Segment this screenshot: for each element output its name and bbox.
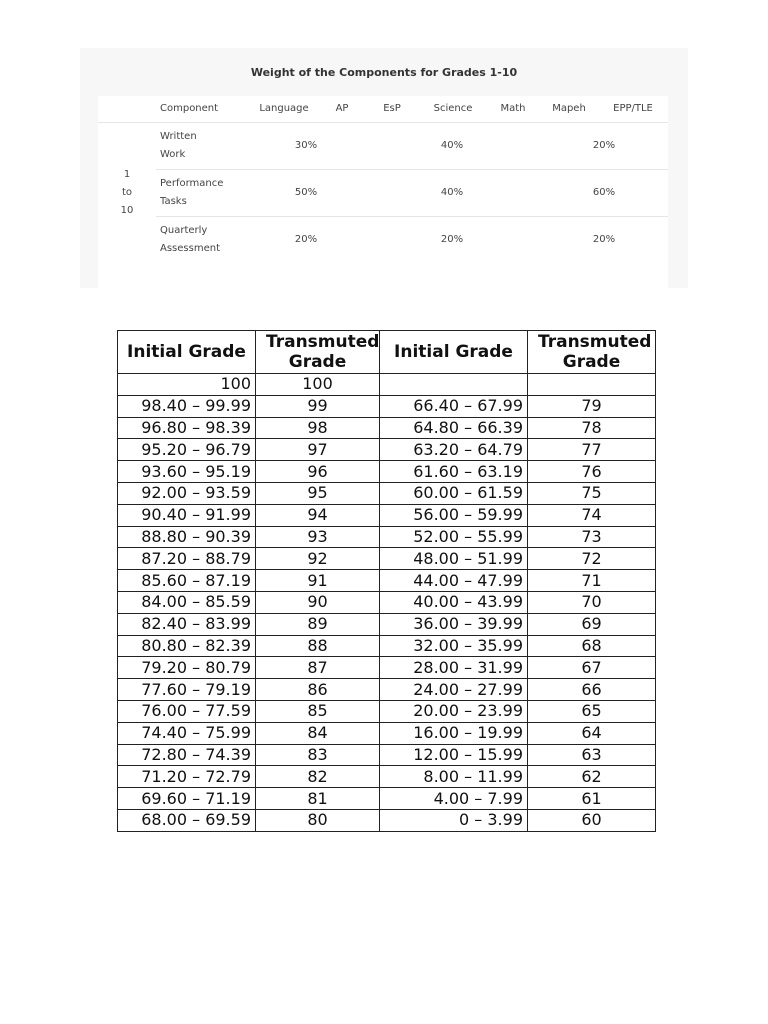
initial-grade-cell: 98.40 – 99.99 [118,395,256,417]
table-row [118,635,656,657]
transmuted-grade-cell: 84 [256,722,380,744]
table-row [118,461,656,483]
component-name-line: Assessment [160,243,220,254]
transmuted-grade-cell: 80 [256,809,380,831]
component-name [156,217,248,264]
weight-value: 40% [364,123,540,170]
table-row [118,744,656,766]
transmuted-grade-cell: 62 [528,766,656,788]
initial-grade-cell: 80.80 – 82.39 [118,635,256,657]
transmuted-grade-cell: 64 [528,722,656,744]
weights-header-science: Science [433,103,473,114]
initial-grade-cell: 63.20 – 64.79 [380,439,528,461]
transmuted-grade-cell: 70 [528,591,656,613]
weights-section [80,48,688,288]
weights-header-component: Component [160,103,219,114]
transmuted-grade-cell: 92 [256,548,380,570]
weights-title: Weight of the Components for Grades 1-10 [250,66,518,79]
initial-grade-cell: 4.00 – 7.99 [380,788,528,810]
initial-grade-cell: 68.00 – 69.59 [118,809,256,831]
initial-grade-cell: 61.60 – 63.19 [380,461,528,483]
grade-level-line: 1 [123,169,131,180]
transmuted-grade-cell: 99 [256,395,380,417]
initial-grade-cell: 76.00 – 77.59 [118,700,256,722]
transmuted-grade-cell: 74 [528,504,656,526]
transmuted-grade-cell: 61 [528,788,656,810]
initial-grade-cell: 74.40 – 75.99 [118,722,256,744]
initial-grade-cell: 44.00 – 47.99 [380,570,528,592]
component-name [156,170,248,217]
initial-grade-cell: 28.00 – 31.99 [380,657,528,679]
weight-value: 20% [540,217,668,264]
table-row [118,570,656,592]
transmuted-grade-cell: 90 [256,591,380,613]
initial-grade-cell: 93.60 – 95.19 [118,461,256,483]
weights-table [98,96,668,263]
transmuted-grade-cell: 95 [256,482,380,504]
initial-grade-cell: 87.20 – 88.79 [118,548,256,570]
transmuted-grade-cell: 72 [528,548,656,570]
initial-grade-cell: 20.00 – 23.99 [380,700,528,722]
initial-grade-cell: 96.80 – 98.39 [118,417,256,439]
initial-grade-cell: 60.00 – 61.59 [380,482,528,504]
initial-grade-cell: 90.40 – 91.99 [118,504,256,526]
table-row [118,482,656,504]
transmuted-grade-cell: 96 [256,461,380,483]
transmuted-grade-cell: 60 [528,809,656,831]
table-row [118,766,656,788]
weights-header-epp-tle: EPP/TLE [613,103,653,114]
table-row [118,591,656,613]
table-row [118,504,656,526]
initial-grade-cell: 77.60 – 79.19 [118,679,256,701]
initial-grade-cell: 48.00 – 51.99 [380,548,528,570]
initial-grade-cell: 64.80 – 66.39 [380,417,528,439]
transmuted-grade-cell: 78 [528,417,656,439]
table-row [118,439,656,461]
initial-grade-cell: 56.00 – 59.99 [380,504,528,526]
weights-header-mapeh: Mapeh [552,103,586,114]
header-transmuted-grade: Transmuted Grade [256,331,380,374]
header-transmuted-grade: Transmuted Grade [528,331,656,374]
initial-grade-cell: 79.20 – 80.79 [118,657,256,679]
weights-header-language: Language [259,103,309,114]
initial-grade-cell: 0 – 3.99 [380,809,528,831]
table-row [118,374,656,396]
initial-grade-cell: 40.00 – 43.99 [380,591,528,613]
grade-level-cell [98,123,156,264]
transmuted-grade-cell: 69 [528,613,656,635]
initial-grade-cell: 24.00 – 27.99 [380,679,528,701]
component-name-line: Tasks [160,196,187,207]
transmuted-grade-cell: 75 [528,482,656,504]
table-row [118,679,656,701]
initial-grade-cell: 88.80 – 90.39 [118,526,256,548]
transmuted-grade-cell: 100 [256,374,380,396]
grade-level-line: to [121,187,133,198]
transmuted-grade-cell: 76 [528,461,656,483]
initial-grade-cell: 92.00 – 93.59 [118,482,256,504]
component-name-line: Work [160,149,186,160]
initial-grade-cell: 100 [118,374,256,396]
weights-header-ap: AP [335,103,349,114]
initial-grade-cell: 82.40 – 83.99 [118,613,256,635]
table-row [118,722,656,744]
weights-header-blank [98,96,156,123]
transmuted-grade-cell: 88 [256,635,380,657]
transmuted-grade-cell: 73 [528,526,656,548]
table-row [118,788,656,810]
table-row [118,417,656,439]
component-name-line: Written [160,131,197,142]
transmuted-grade-cell: 91 [256,570,380,592]
transmuted-grade-cell: 71 [528,570,656,592]
weights-header-row [98,96,668,123]
weights-header-esp: EsP [383,103,401,114]
weights-header-math: Math [500,103,526,114]
table-row [118,395,656,417]
initial-grade-cell: 36.00 – 39.99 [380,613,528,635]
transmuted-grade-cell: 89 [256,613,380,635]
weight-value: 40% [364,170,540,217]
weight-value: 60% [540,170,668,217]
initial-grade-cell: 95.20 – 96.79 [118,439,256,461]
weight-value: 20% [364,217,540,264]
transmutation-table [117,330,656,832]
initial-grade-cell: 12.00 – 15.99 [380,744,528,766]
table-row [118,657,656,679]
initial-grade-cell: 8.00 – 11.99 [380,766,528,788]
header-initial-grade: Initial Grade [118,331,256,374]
component-name-line: Performance [160,178,224,189]
weights-row-written-work [98,123,668,170]
weight-value: 50% [248,170,364,217]
initial-grade-cell: 32.00 – 35.99 [380,635,528,657]
transmuted-grade-cell: 77 [528,439,656,461]
transmuted-grade-cell: 93 [256,526,380,548]
transmuted-grade-cell: 66 [528,679,656,701]
transmuted-grade-cell: 83 [256,744,380,766]
transmutation-body [118,374,656,832]
transmutation-header-row [118,331,656,374]
weights-table-container [98,96,668,314]
initial-grade-cell: 84.00 – 85.59 [118,591,256,613]
weight-value: 20% [540,123,668,170]
initial-grade-cell: 69.60 – 71.19 [118,788,256,810]
transmuted-grade-cell: 67 [528,657,656,679]
transmuted-grade-cell: 63 [528,744,656,766]
initial-grade-cell: 85.60 – 87.19 [118,570,256,592]
grade-level-line: 10 [120,205,134,216]
transmuted-grade-cell: 68 [528,635,656,657]
initial-grade-cell: 16.00 – 19.99 [380,722,528,744]
transmuted-grade-cell: 86 [256,679,380,701]
transmuted-grade-cell: 98 [256,417,380,439]
transmuted-grade-cell: 87 [256,657,380,679]
component-name [156,123,248,170]
transmuted-grade-cell: 94 [256,504,380,526]
initial-grade-cell: 72.80 – 74.39 [118,744,256,766]
header-initial-grade: Initial Grade [380,331,528,374]
weight-value: 30% [248,123,364,170]
table-row [118,700,656,722]
transmuted-grade-cell: 85 [256,700,380,722]
initial-grade-cell: 52.00 – 55.99 [380,526,528,548]
table-row [118,526,656,548]
table-row [118,809,656,831]
weights-row-quarterly-assessment [98,217,668,264]
table-row [118,613,656,635]
table-row [118,548,656,570]
component-name-line: Quarterly [160,225,208,236]
transmuted-grade-cell: 82 [256,766,380,788]
weight-value: 20% [248,217,364,264]
initial-grade-cell [380,374,528,396]
initial-grade-cell: 71.20 – 72.79 [118,766,256,788]
weights-row-performance-tasks [98,170,668,217]
transmuted-grade-cell: 81 [256,788,380,810]
transmuted-grade-cell: 65 [528,700,656,722]
transmuted-grade-cell: 79 [528,395,656,417]
transmuted-grade-cell: 97 [256,439,380,461]
transmuted-grade-cell [528,374,656,396]
initial-grade-cell: 66.40 – 67.99 [380,395,528,417]
